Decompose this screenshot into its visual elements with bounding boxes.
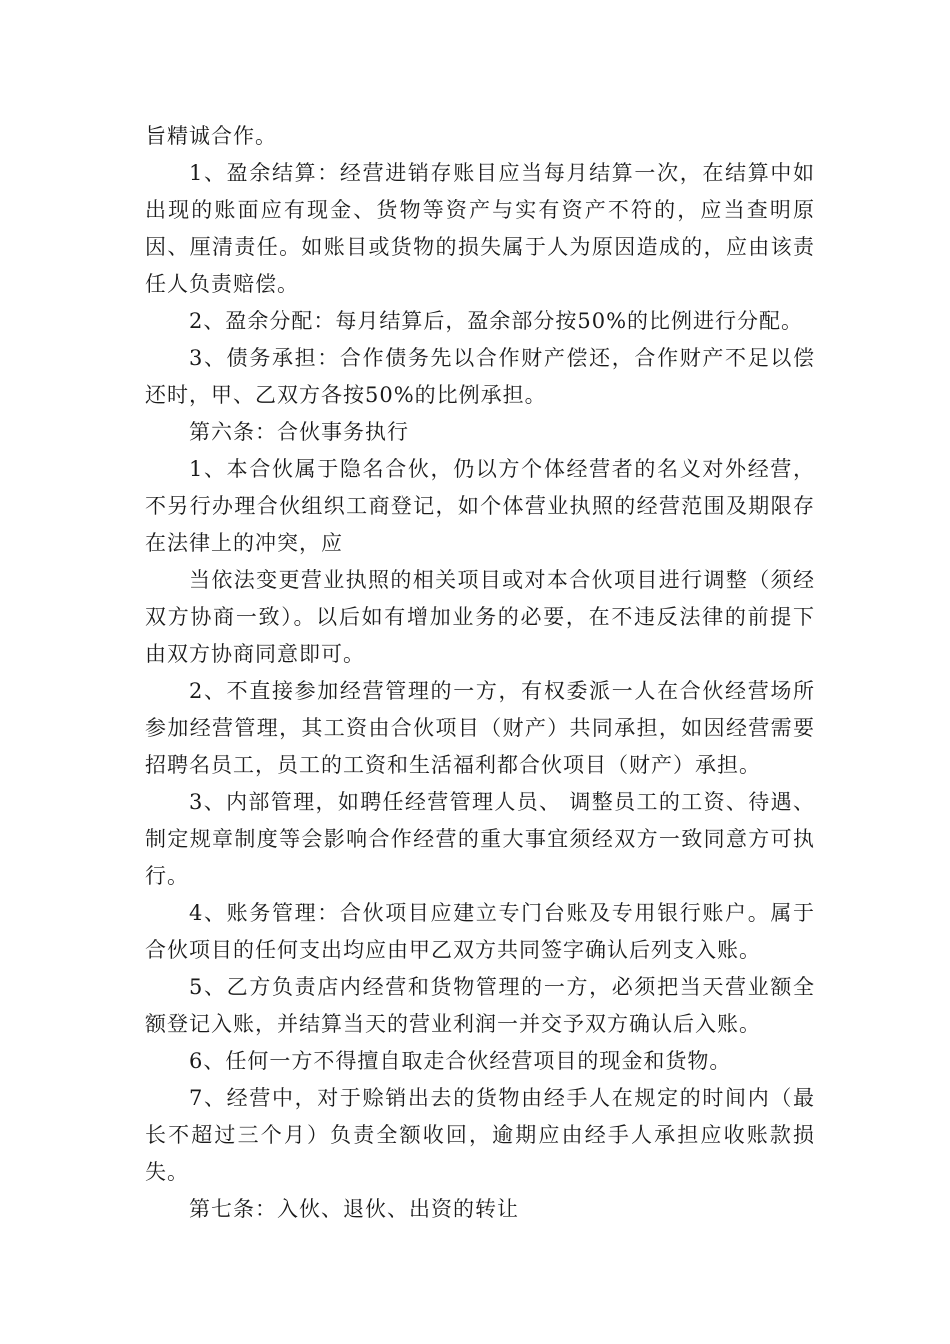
paragraph-1: 1、盈余结算：经营进销存账目应当每月结算一次，在结算中如出现的账面应有现金、货物等资产与实有资产不符的，应当查明原因、厘清责任。如账目或货物的损失属于人为原因造成的，应由该责任人负责赔偿。 bbox=[145, 161, 815, 296]
paragraph-12: 7、经营中，对于赊销出去的货物由经手人在规定的时间内（最长不超过三个月）负责全额收回，逾期应由经手人承担应收账款损失。 bbox=[145, 1086, 815, 1184]
paragraph-0: 旨精诚合作。 bbox=[145, 124, 277, 148]
paragraph-8: 3、内部管理，如聘任经营管理人员、 调整员工的工资、待遇、制定规章制度等会影响合作经营的重大事宜须经双方一致同意方可执行。 bbox=[145, 790, 815, 888]
paragraph-2: 2、盈余分配：每月结算后，盈余部分按50%的比例进行分配。 bbox=[189, 309, 804, 333]
paragraph-10: 5、乙方负责店内经营和货物管理的一方，必须把当天营业额全额登记入账，并结算当天的营业利润一并交予双方确认后入账。 bbox=[145, 975, 815, 1036]
paragraph-6: 当依法变更营业执照的相关项目或对本合伙项目进行调整（须经双方协商一致）。以后如有增加业务的必要，在不违反法律的前提下由双方协商同意即可。 bbox=[145, 568, 815, 666]
paragraph-5: 1、本合伙属于隐名合伙，仍以方个体经营者的名义对外经营，不另行办理合伙组织工商登记，如个体营业执照的经营范围及期限存在法律上的冲突，应 bbox=[145, 457, 815, 555]
section-heading-7: 第七条：入伙、退伙、出资的转让 bbox=[189, 1197, 519, 1221]
paragraph-7: 2、不直接参加经营管理的一方，有权委派一人在合伙经营场所参加经营管理，其工资由合伙项目（财产）共同承担，如因经营需要招聘名员工，员工的工资和生活福利都合伙项目（财产）承担。 bbox=[145, 679, 815, 777]
document-body bbox=[145, 118, 815, 1228]
paragraph-9: 4、账务管理：合伙项目应建立专门台账及专用银行账户。属于合伙项目的任何支出均应由甲乙双方共同签字确认后列支入账。 bbox=[145, 901, 815, 962]
paragraph-11: 6、任何一方不得擅自取走合伙经营项目的现金和货物。 bbox=[189, 1049, 732, 1073]
paragraph-3: 3、债务承担：合作债务先以合作财产偿还，合作财产不足以偿还时，甲、乙双方各按50%的比例承担。 bbox=[145, 346, 815, 407]
section-heading-6: 第六条：合伙事务执行 bbox=[189, 420, 409, 444]
